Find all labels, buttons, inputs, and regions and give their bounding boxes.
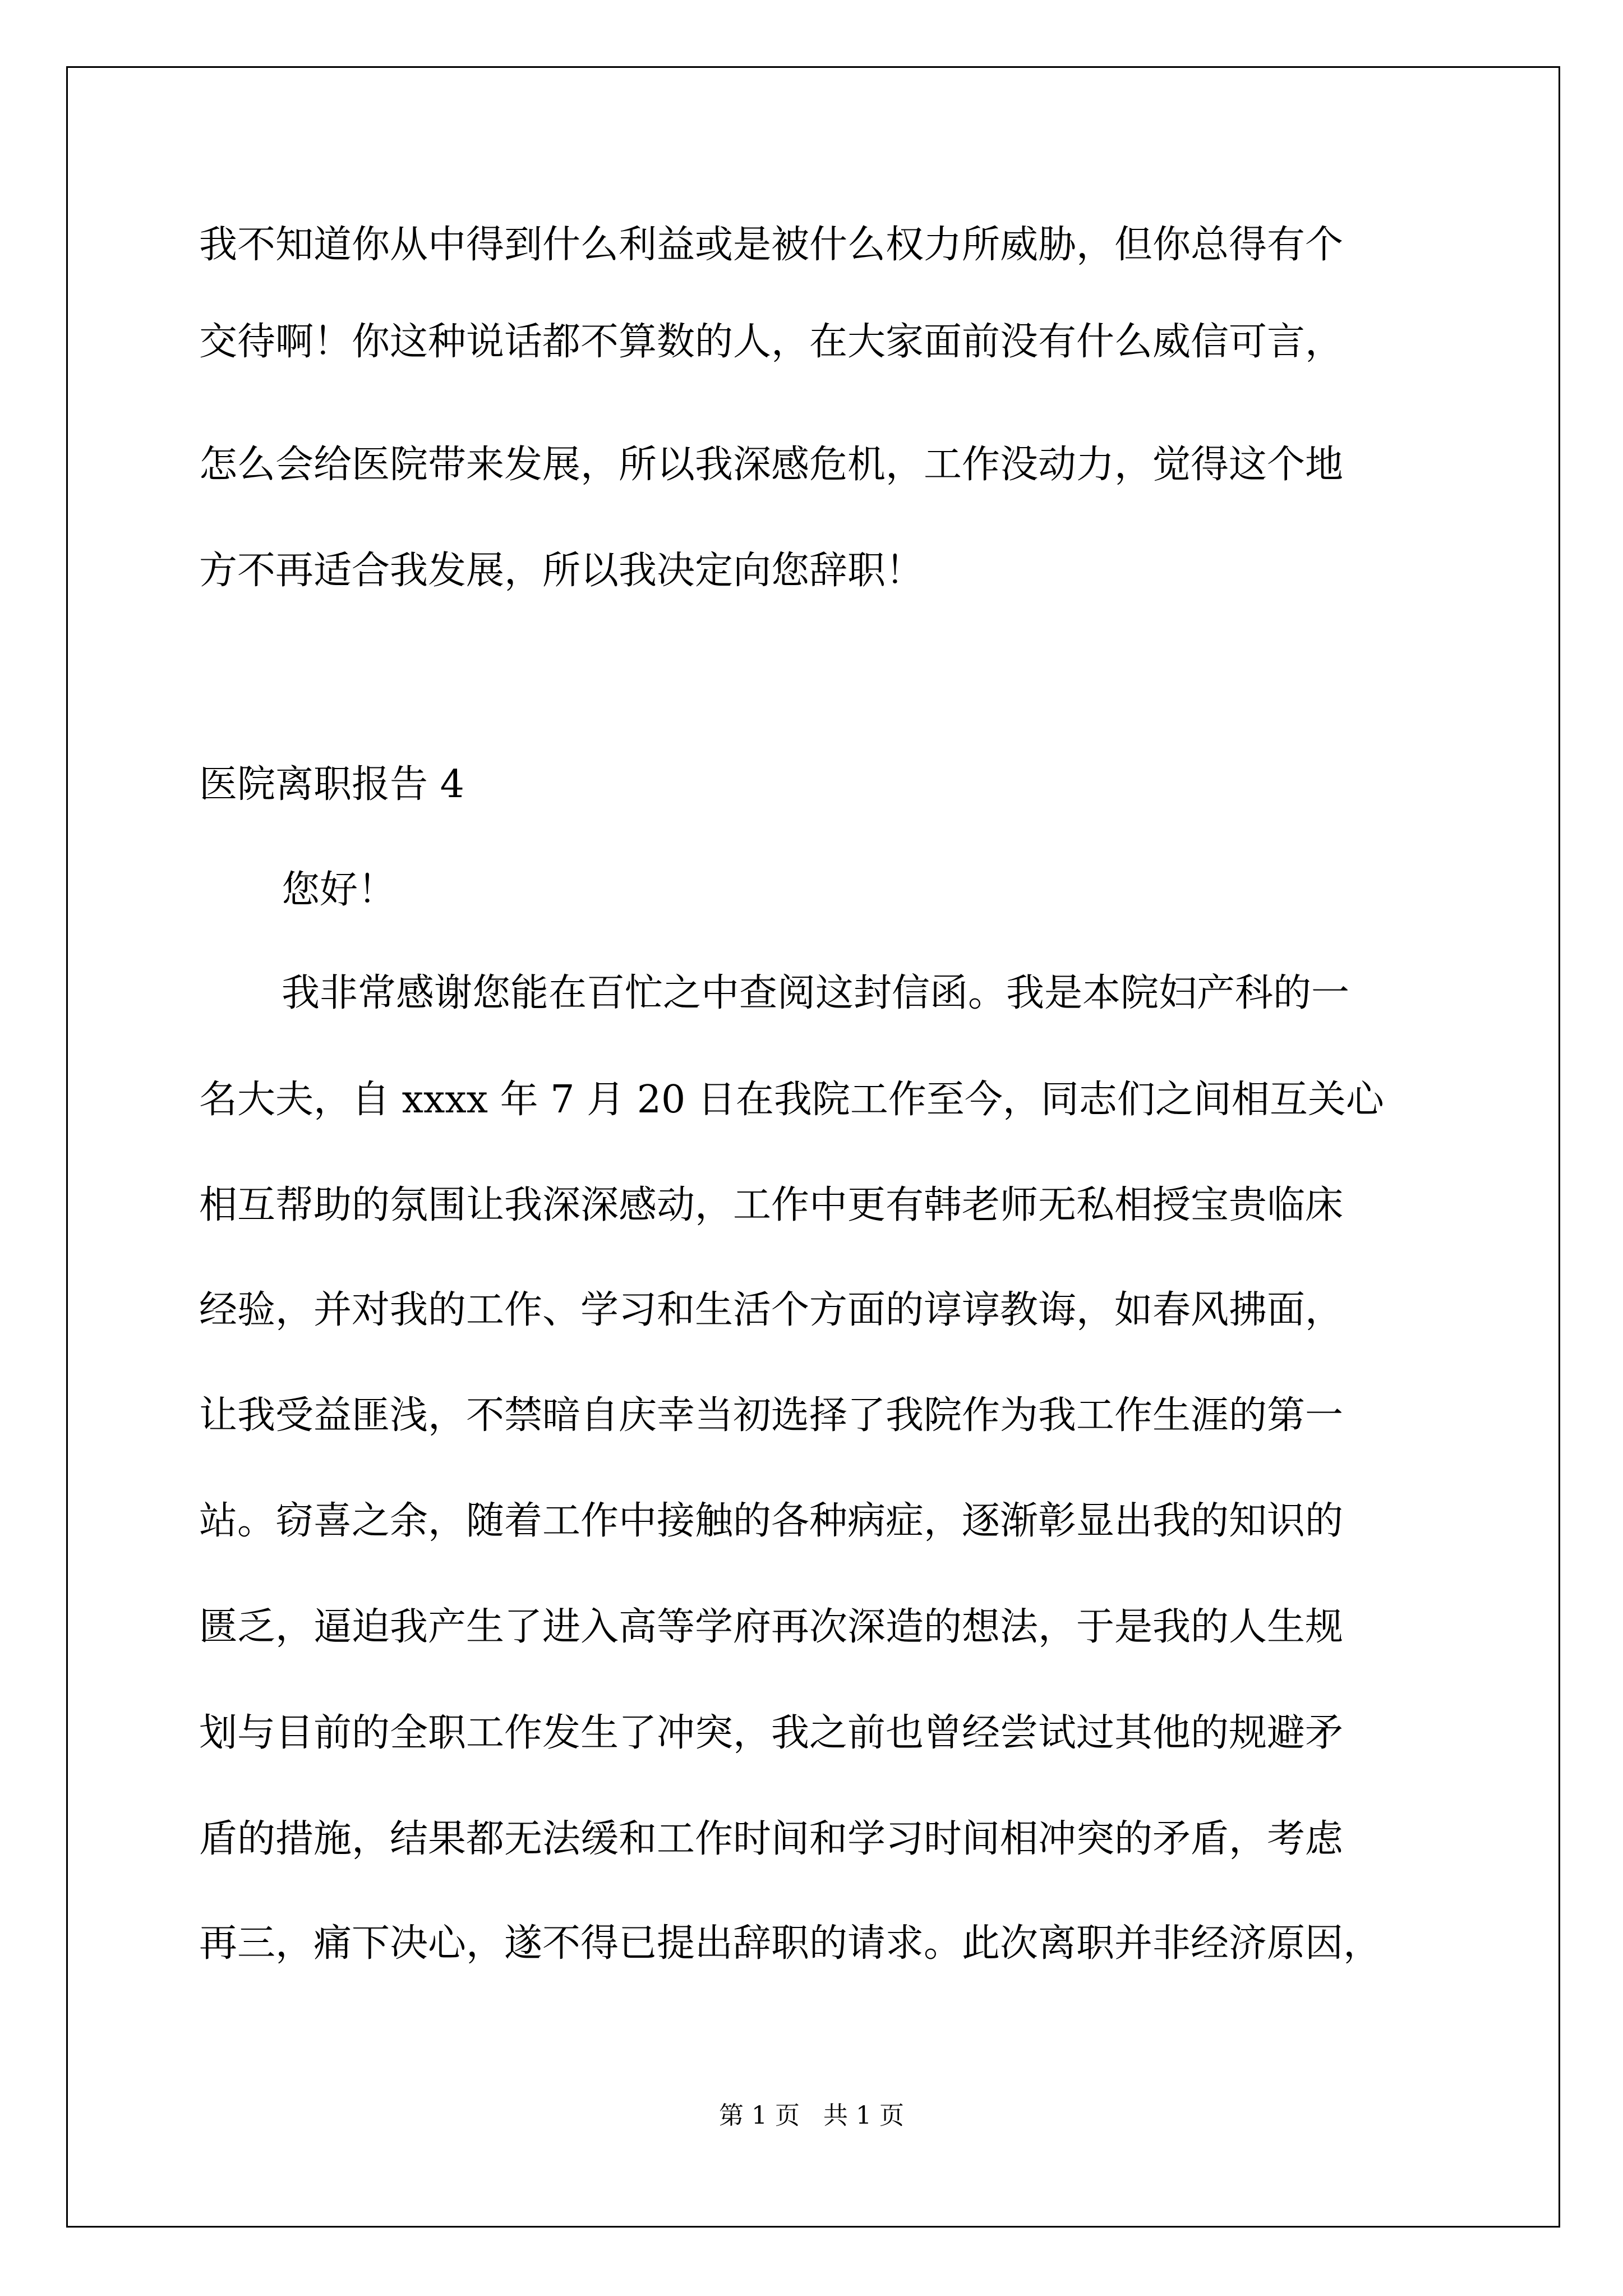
body-line: 站。窃喜之余，随着工作中接触的各种病症，逐渐彰显出我的知识的 — [199, 1499, 1344, 1543]
body-line: 名大夫，自 xxxx 年 7 月 20 日在我院工作至今，同志们之间相互关心 — [199, 1078, 1384, 1122]
paragraph-line: 我不知道你从中得到什么利益或是被什么权力所威胁，但你总得有个 — [199, 223, 1344, 267]
body-line: 经验，并对我的工作、学习和生活个方面的谆谆教诲，如春风拂面， — [199, 1288, 1344, 1332]
paragraph-line: 方不再适合我发展，所以我决定向您辞职！ — [199, 549, 924, 593]
section-title: 医院离职报告 4 — [199, 762, 464, 807]
page-border — [66, 66, 1560, 2228]
page-footer: 第 1 页 共 1 页 — [719, 2101, 904, 2130]
body-line: 划与目前的全职工作发生了冲突，我之前也曾经尝试过其他的规避矛 — [199, 1711, 1344, 1755]
body-line: 相互帮助的氛围让我深深感动，工作中更有韩老师无私相授宝贵临床 — [199, 1183, 1344, 1227]
body-line: 匮乏，逼迫我产生了进入高等学府再次深造的想法，于是我的人生规 — [199, 1605, 1344, 1649]
greeting: 您好！ — [282, 868, 396, 912]
body-line: 再三，痛下决心，遂不得已提出辞职的请求。此次离职并非经济原因， — [199, 1921, 1382, 1966]
body-line: 让我受益匪浅，不禁暗自庆幸当初选择了我院作为我工作生涯的第一 — [199, 1393, 1344, 1438]
paragraph-line: 交待啊！你这种说话都不算数的人，在大家面前没有什么威信可言， — [199, 320, 1344, 364]
paragraph-line: 怎么会给医院带来发展，所以我深感危机，工作没动力，觉得这个地 — [199, 443, 1344, 487]
body-line: 盾的措施，结果都无法缓和工作时间和学习时间相冲突的矛盾，考虑 — [199, 1817, 1344, 1861]
body-line: 我非常感谢您能在百忙之中查阅这封信函。我是本院妇产科的一 — [282, 971, 1350, 1015]
